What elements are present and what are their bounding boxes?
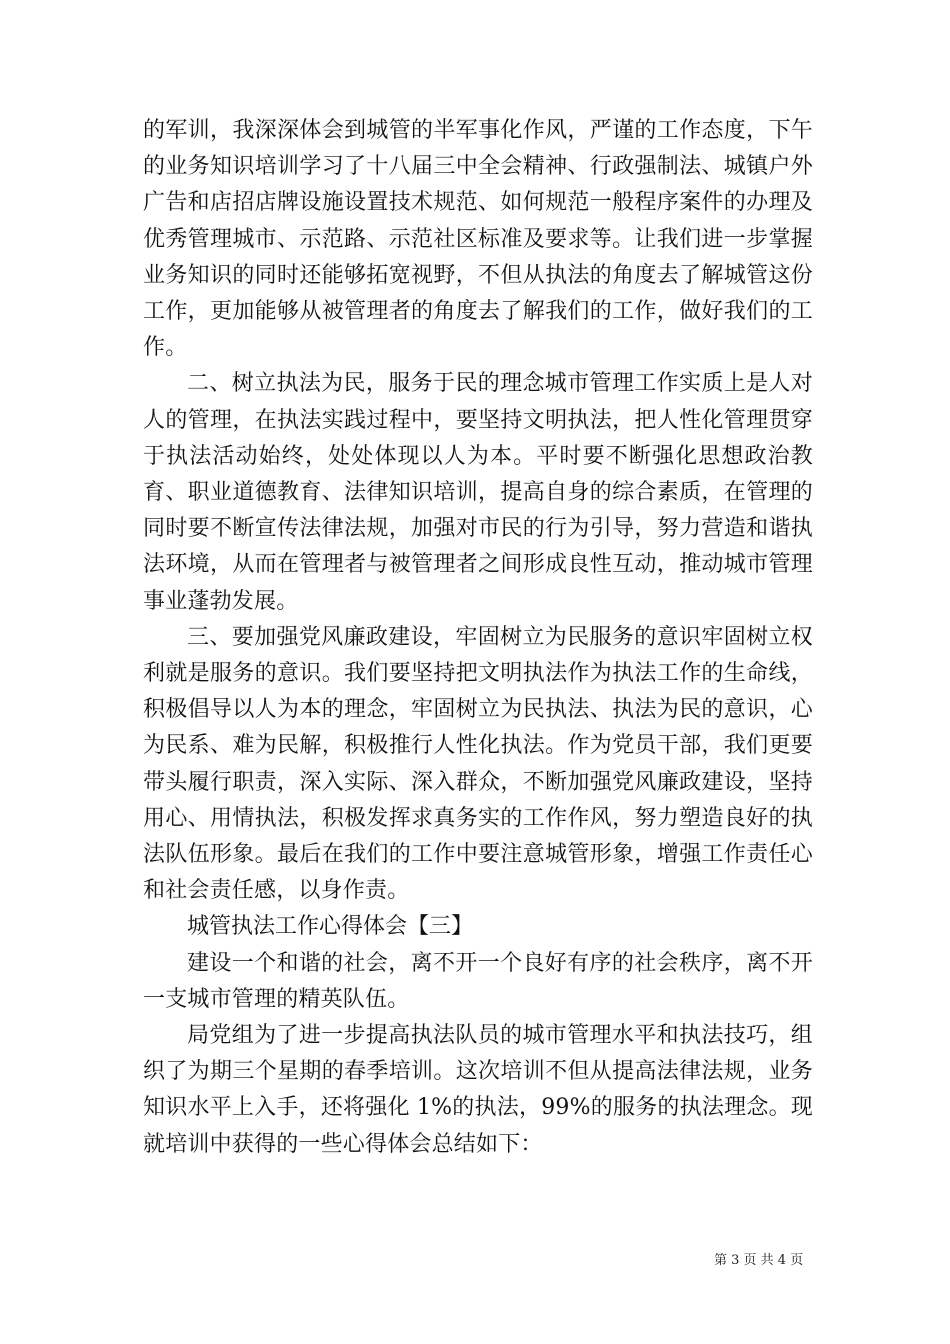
paragraph-1: 的军训，我深深体会到城管的半军事化作风，严谨的工作态度，下午的业务知识培训学习了十八届三中全会精神、行政强制法、城镇户外广告和店招店牌设施设置技术规范、如何规范一般程序案件的办理及优秀管理城市、示范路、示范社区标准及要求等。让我们进一步掌握业务知识的同时还能够拓宽视野，不但从执法的角度去了解城管这份工作，更加能够从被管理者的角度去了解我们的工作，做好我们的工作。 <box>143 118 813 361</box>
page-number: 第 3 页 共 4 页 <box>714 1253 804 1268</box>
paragraph-2: 二、树立执法为民，服务于民的理念城市管理工作实质上是人对人的管理，在执法实践过程中，要坚持文明执法，把人性化管理贯穿于执法活动始终，处处体现以人为本。平时要不断强化思想政治教育、职业道德教育、法律知识培训，提高自身的综合素质，在管理的同时要不断宣传法律法规，加强对市民的行为引导，努力营造和谐执法环境，从而在管理者与被管理者之间形成良性互动，推动城市管理事业蓬勃发展。 <box>143 371 813 614</box>
paragraph-3: 三、要加强党风廉政建设，牢固树立为民服务的意识牢固树立权利就是服务的意识。我们要坚持把文明执法作为执法工作的生命线，积极倡导以人为本的理念，牢固树立为民执法、执法为民的意识，心为民系、难为民解，积极推行人性化执法。作为党员干部，我们更要带头履行职责，深入实际、深入群众，不断加强党风廉政建设，坚持用心、用情执法，积极发挥求真务实的工作作风，努力塑造良好的执法队伍形象。最后在我们的工作中要注意城管形象，增强工作责任心和社会责任感，以身作责。 <box>143 624 813 904</box>
paragraph-5: 局党组为了进一步提高执法队员的城市管理水平和执法技巧，组织了为期三个星期的春季培训。这次培训不但从提高法律法规，业务知识水平上入手，还将强化 1%的执法，99%的服务的执法理念。现就培训中获得的一些心得体会总结如下： <box>143 1023 813 1157</box>
document-body <box>143 113 813 1163</box>
paragraph-4: 建设一个和谐的社会，离不开一个良好有序的社会秩序，离不开一支城市管理的精英队伍。 <box>143 950 813 1012</box>
section-heading: 城管执法工作心得体会【三】 <box>187 914 474 940</box>
